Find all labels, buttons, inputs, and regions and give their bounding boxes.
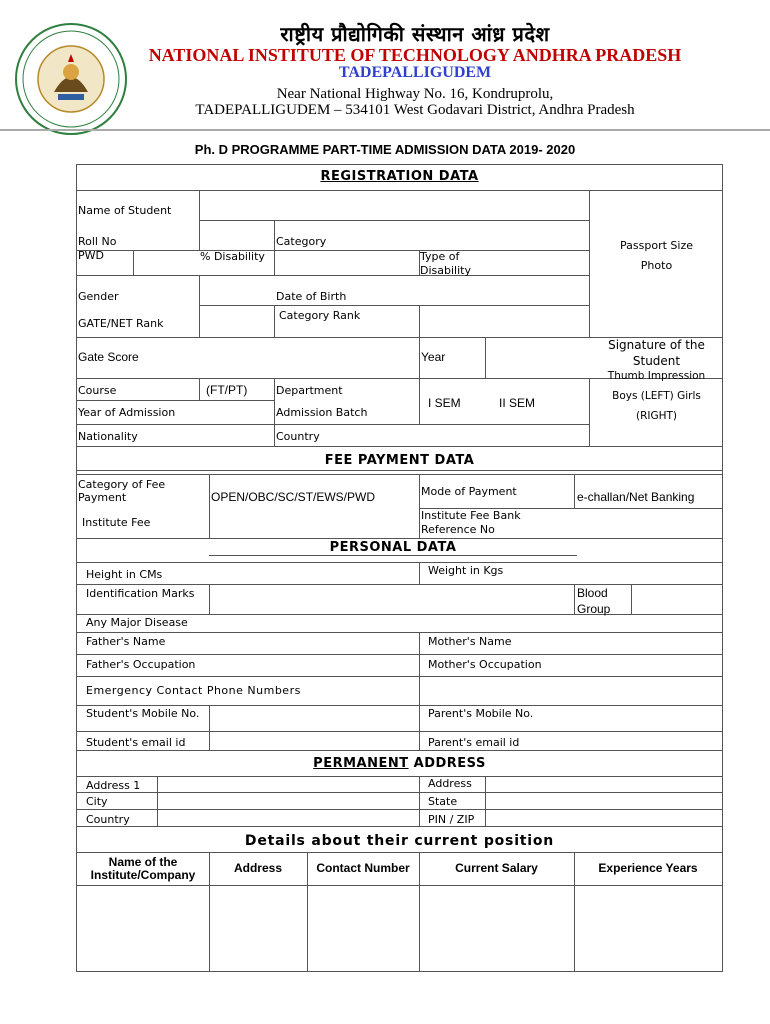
nationality-label: Nationality	[78, 430, 138, 443]
gender-label: Gender	[78, 290, 119, 303]
gate-net-rank-label: GATE/NET Rank	[78, 317, 164, 330]
blood-group-label-2: Group	[577, 602, 611, 616]
photo-label: Photo	[640, 259, 673, 272]
height-label: Height in CMs	[86, 568, 163, 581]
year-label: Year	[421, 350, 446, 364]
category-label: Category	[276, 235, 327, 248]
permanent-heading-rest: ADDRESS	[408, 756, 486, 771]
fee-payment-heading: FEE PAYMENT DATA	[324, 453, 475, 468]
major-disease-label: Any Major Disease	[86, 616, 188, 629]
fee-categories: OPEN/OBC/SC/ST/EWS/PWD	[211, 490, 376, 504]
state-label: State	[428, 795, 458, 808]
mothers-name-label: Mother's Name	[428, 635, 512, 648]
admission-batch-label: Admission Batch	[276, 406, 368, 419]
type-of-disability-label-2: Disability	[420, 264, 471, 277]
col-institute-header-2: Institute/Company	[90, 868, 196, 882]
parent-mobile-label: Parent's Mobile No.	[428, 707, 534, 720]
mode-of-payment-label: Mode of Payment	[421, 485, 517, 498]
course-label: Course	[78, 384, 117, 397]
institute-fee-label: Institute Fee	[82, 516, 151, 529]
ft-pt-label: (FT/PT)	[206, 383, 248, 397]
institute-name: NATIONAL INSTITUTE OF TECHNOLOGY ANDHRA PRADESH	[148, 45, 682, 65]
blood-group-label-1: Blood	[577, 586, 608, 600]
col-contact-header: Contact Number	[316, 861, 410, 875]
passport-size-label: Passport Size	[620, 239, 693, 252]
form-title: Ph. D PROGRAMME PART-TIME ADMISSION DATA 2019- 2020	[194, 142, 576, 157]
country-label: Country	[276, 430, 320, 443]
signature-label-1: Signature of the	[608, 338, 705, 352]
mode-of-payment-value: e-challan/Net Banking	[577, 490, 695, 504]
percent-disability-label: % Disability	[200, 250, 265, 263]
type-of-disability-label-1: Type of	[420, 250, 460, 263]
name-of-student-label: Name of Student	[78, 204, 172, 217]
thumb-impression-label: Thumb Impression	[607, 370, 706, 382]
roll-no-label: Roll No	[78, 235, 117, 248]
bank-ref-label-2: Reference No	[421, 523, 495, 536]
fathers-occupation-label: Father's Occupation	[86, 658, 196, 671]
student-email-label: Student's email id	[86, 736, 186, 749]
weight-label: Weight in Kgs	[428, 564, 504, 577]
gate-score-label: Gate Score	[78, 350, 139, 364]
emergency-contact-label: Emergency Contact Phone Numbers	[86, 684, 301, 697]
year-of-admission-label: Year of Admission	[78, 406, 176, 419]
address-line-2: TADEPALLIGUDEM – 534101 West Godavari District, Andhra Pradesh	[195, 102, 635, 118]
registration-heading: REGISTRATION DATA	[320, 169, 479, 184]
category-of-fee-label-2: Payment	[78, 491, 127, 504]
address-line-1: Near National Highway No. 16, Kondruprolu,	[276, 86, 554, 102]
col-address-header: Address	[233, 861, 283, 875]
mothers-occupation-label: Mother's Occupation	[428, 658, 542, 671]
institute-city: TADEPALLIGUDEM	[338, 64, 492, 81]
fathers-name-label: Father's Name	[86, 635, 166, 648]
student-mobile-label: Student's Mobile No.	[86, 707, 200, 720]
right-label: (RIGHT)	[635, 410, 678, 422]
signature-label-2: Student	[632, 354, 681, 368]
personal-data-heading: PERSONAL DATA	[329, 540, 457, 555]
department-label: Department	[276, 384, 343, 397]
pin-label: PIN / ZIP	[428, 813, 475, 826]
col-institute-header-1: Name of the	[108, 855, 178, 869]
category-of-fee-label-1: Category of Fee	[78, 478, 166, 491]
bank-ref-label-1: Institute Fee Bank	[421, 509, 521, 522]
boys-left-girls-label: Boys (LEFT) Girls	[612, 390, 701, 402]
identification-marks-label: Identification Marks	[86, 587, 195, 600]
city-label: City	[86, 795, 108, 808]
address1-label: Address 1	[86, 779, 141, 792]
perm-country-label: Country	[86, 813, 130, 826]
institute-name-hindi: राष्ट्रीय प्रौद्योगिकी संस्थान आंध्र प्रदेश	[280, 22, 550, 46]
address-label: Address	[428, 777, 472, 790]
category-rank-label: Category Rank	[279, 309, 361, 322]
pwd-label: PWD	[78, 249, 104, 262]
permanent-heading-underlined: PERMANENT	[313, 756, 409, 771]
header-divider	[0, 129, 770, 131]
current-position-heading: Details about their current position	[244, 833, 555, 849]
permanent-address-heading	[76, 756, 723, 771]
ii-sem-label: II SEM	[499, 396, 536, 410]
i-sem-label: I SEM	[428, 396, 461, 410]
col-salary-header: Current Salary	[455, 861, 538, 875]
col-experience-header: Experience Years	[598, 861, 698, 875]
parent-email-label: Parent's email id	[428, 736, 520, 749]
date-of-birth-label: Date of Birth	[276, 290, 347, 303]
